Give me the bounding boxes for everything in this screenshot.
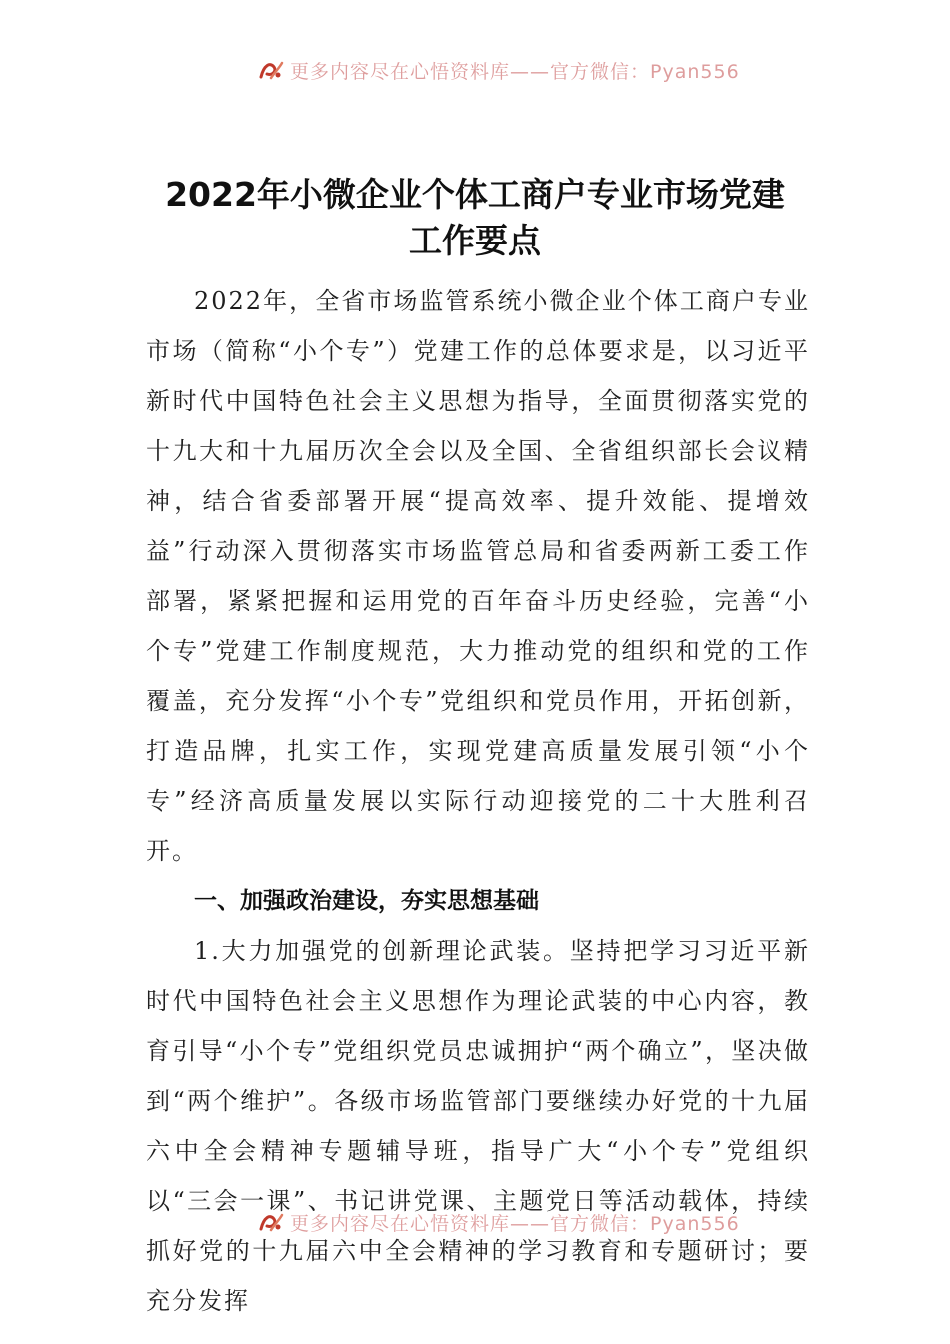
intro-paragraph: 2022年，全省市场监管系统小微企业个体工商户专业市场（简称“小个专”）党建工作的总体要求是，以习近平新时代中国特色社会主义思想为指导，全面贯彻落实党的十九大和十九届历次全会以及全国、全省组织部长会议精神，结合省委部署开展“提高效率、提升效能、提增效益”行动深入贯彻落实市场监管总局和省委两新工委工作部署，紧紧把握和运用党的百年奋斗历史经验，完善“小个专”党建工作制度规范，大力推动党的组织和党的工作覆盖，充分发挥“小个专”党组织和党员作用，开拓创新，打造品牌，扎实工作，实现党建高质量发展引领“小个专”经济高质量发展以实际行动迎接党的二十大胜利召开。 (146, 287, 810, 865)
watermark-logo-icon (258, 1211, 284, 1233)
document-title (140, 172, 810, 264)
section-1-paragraph: 1.大力加强党的创新理论武装。坚持把学习习近平新时代中国特色社会主义思想作为理论武装的中心内容，教育引导“小个专”党组织党员忠诚拥护“两个确立”，坚决做到“两个维护”。各级市场监管部门要继续办好党的十九届六中全会精神专题辅导班，指导广大“小个专”党组织以“三会一课”、书记讲党课、主题党日等活动载体，持续抓好党的十九届六中全会精神的学习教育和专题研讨；要充分发挥 (146, 937, 810, 1315)
watermark-header (258, 56, 778, 84)
title-line-1: 2022年小微企业个体工商户专业市场党建 (165, 175, 785, 214)
watermark-logo-icon (258, 59, 284, 81)
watermark-footer (258, 1208, 778, 1236)
section-1-heading: 一、加强政治建设，夯实思想基础 (194, 888, 539, 914)
document-body (146, 276, 810, 1326)
title-line-2: 工作要点 (409, 221, 541, 260)
watermark-text: 更多内容尽在心悟资料库——官方微信：Pyan556 (290, 1212, 740, 1235)
watermark-text: 更多内容尽在心悟资料库——官方微信：Pyan556 (290, 60, 740, 83)
